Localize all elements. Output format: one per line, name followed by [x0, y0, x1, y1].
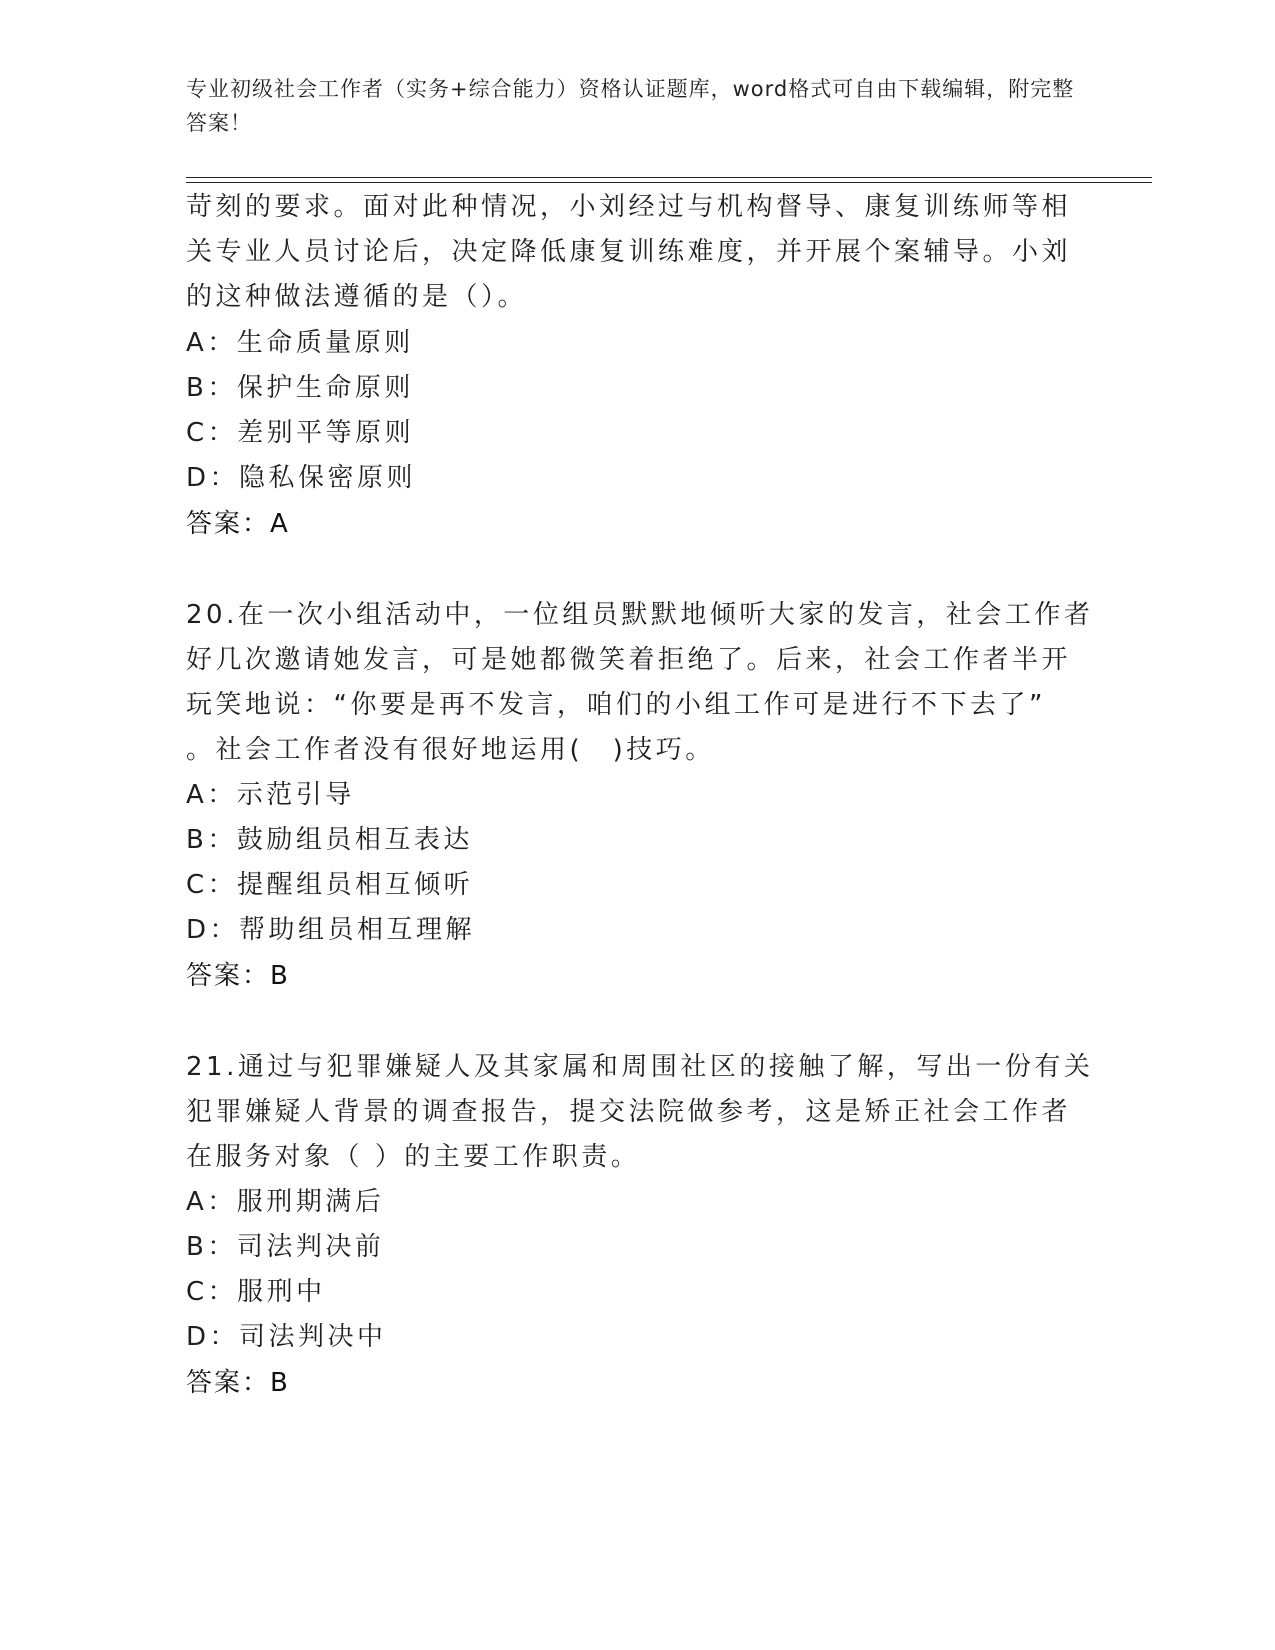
question-21-line: 在服务对象（ ）的主要工作职责。 — [186, 1142, 641, 1172]
question-21-line: 犯罪嫌疑人背景的调查报告，提交法院做参考，这是矫正社会工作者 — [186, 1097, 1072, 1127]
question-text-line: 的这种做法遵循的是（）。 — [186, 282, 528, 312]
question-21-line: 21.通过与犯罪嫌疑人及其家属和周围社区的接触了解，写出一份有关 — [186, 1052, 1094, 1082]
header-rule-top — [186, 177, 1152, 178]
option-d: D：隐私保密原则 — [186, 463, 417, 493]
question-20-option-a: A：示范引导 — [186, 780, 355, 810]
question-text-line: 苛刻的要求。面对此种情况，小刘经过与机构督导、康复训练师等相 — [186, 192, 1072, 222]
option-a: A：生命质量原则 — [186, 328, 414, 358]
option-b: B：保护生命原则 — [186, 373, 414, 403]
question-20-line: 20.在一次小组活动中，一位组员默默地倾听大家的发言，社会工作者 — [186, 600, 1094, 630]
question-20-answer: 答案：B — [186, 961, 290, 991]
question-text-line: 关专业人员讨论后，决定降低康复训练难度，并开展个案辅导。小刘 — [186, 237, 1072, 267]
question-21-option-b: B：司法判决前 — [186, 1232, 385, 1262]
question-20-line: 玩笑地说：“你要是再不发言，咱们的小组工作可是进行不下去了” — [186, 690, 1046, 720]
question-21-option-d: D：司法判决中 — [186, 1322, 387, 1352]
answer-label: 答案：A — [186, 509, 290, 539]
question-20-option-c: C：提醒组员相互倾听 — [186, 870, 474, 900]
question-21-option-c: C：服刑中 — [186, 1277, 326, 1307]
question-20-line: 好几次邀请她发言，可是她都微笑着拒绝了。后来，社会工作者半开 — [186, 645, 1072, 675]
question-21-option-a: A：服刑期满后 — [186, 1187, 385, 1217]
page-header: 专业初级社会工作者（实务+综合能力）资格认证题库，word格式可自由下载编辑，附完整答案！ — [186, 77, 1075, 135]
header-rule-bottom — [186, 182, 1152, 183]
option-c: C：差别平等原则 — [186, 418, 415, 448]
question-20-option-b: B：鼓励组员相互表达 — [186, 825, 473, 855]
question-20-option-d: D：帮助组员相互理解 — [186, 915, 476, 945]
question-20-line: 。社会工作者没有很好地运用( )技巧。 — [186, 735, 715, 765]
question-21-answer: 答案：B — [186, 1368, 290, 1398]
